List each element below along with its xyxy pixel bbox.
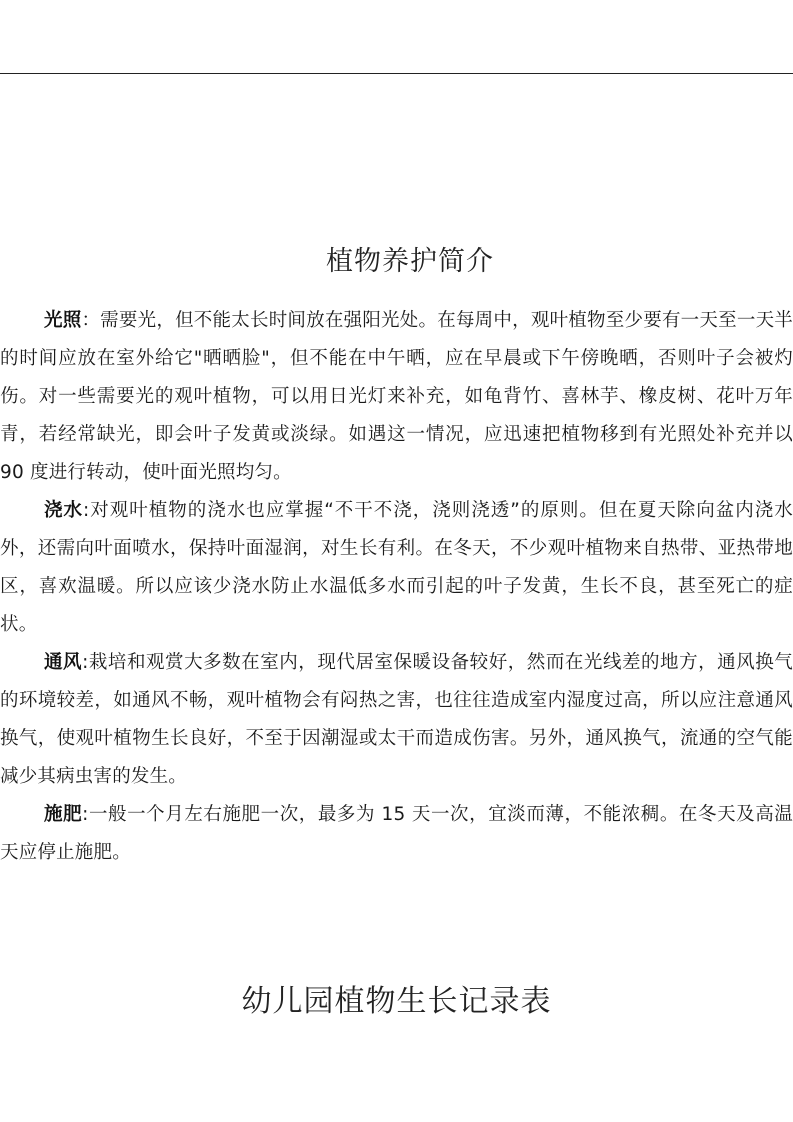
text-fertilizing: :一般一个月左右施肥一次，最多为 15 天一次，宜淡而薄，不能浓稠。在冬天及高温天应停止施肥。 bbox=[0, 804, 793, 863]
term-watering: 浇水 bbox=[44, 500, 83, 521]
paragraph-watering bbox=[0, 492, 793, 644]
term-light: 光照 bbox=[44, 310, 82, 331]
header-rule bbox=[0, 73, 793, 74]
term-ventilation: 通风 bbox=[44, 652, 83, 673]
care-content bbox=[0, 302, 793, 872]
text-ventilation: :栽培和观赏大多数在室内，现代居室保暖设备较好，然而在光线差的地方，通风换气的环境较差，如通风不畅，观叶植物会有闷热之害，也往往造成室内湿度过高，所以应注意通风换气，使观叶植物生长良好，不至于因潮湿或太干而造成伤害。另外，通风换气，流通的空气能减少其病虫害的发生。 bbox=[0, 652, 793, 787]
text-light: ：需要光，但不能太长时间放在强阳光处。在每周中，观叶植物至少要有一天至一天半的时间应放在室外给它"晒晒脸"，但不能在中午晒，应在早晨或下午傍晚晒，否则叶子会被灼伤。对一些需要光的观叶植物，可以用日光灯来补充，如龟背竹、喜林芋、橡皮树、花叶万年青，若经常缺光，即会叶子发黄或淡绿。如遇这一情况，应迅速把植物移到有光照处补充并以 90 度进行转动，使叶面光照均匀。 bbox=[0, 310, 793, 483]
document-title: 植物养护简介 bbox=[326, 246, 494, 277]
paragraph-fertilizing bbox=[0, 796, 793, 872]
paragraph-ventilation bbox=[0, 644, 793, 796]
term-fertilizing: 施肥 bbox=[44, 804, 83, 825]
text-watering: :对观叶植物的浇水也应掌握“不干不浇，浇则浇透”的原则。但在夏天除向盆内浇水外，还需向叶面喷水，保持叶面湿润，对生长有利。在冬天，不少观叶植物来自热带、亚热带地区，喜欢温暖。所以应该少浇水防止水温低多水而引起的叶子发黄，生长不良，甚至死亡的症状。 bbox=[0, 500, 793, 635]
table-title: 幼儿园植物生长记录表 bbox=[241, 984, 552, 1019]
paragraph-light bbox=[0, 302, 793, 492]
